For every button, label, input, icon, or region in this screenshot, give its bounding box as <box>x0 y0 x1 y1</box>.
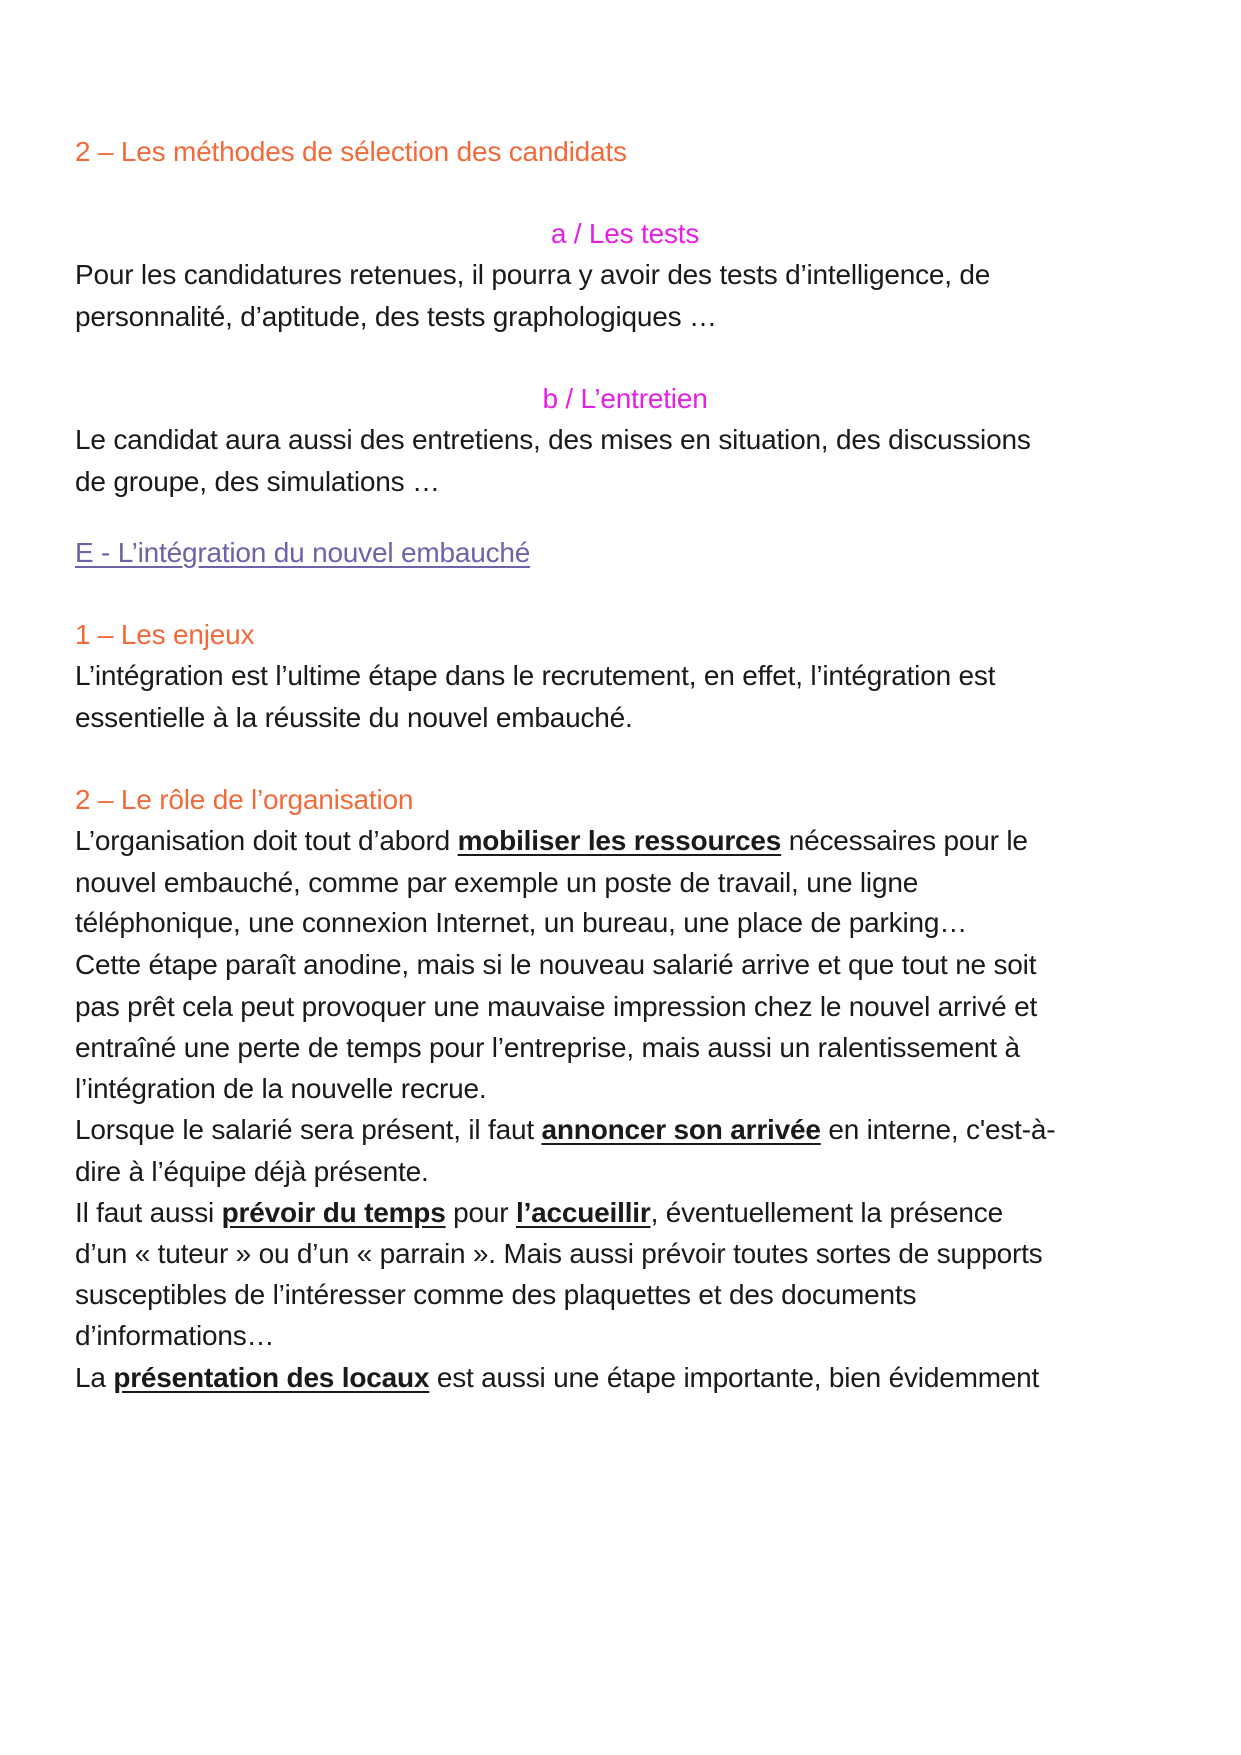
paragraph-line: d’informations… <box>75 1320 275 1351</box>
keyword-mobiliser-ressources: mobiliser les ressources <box>457 825 782 856</box>
subheading-entretien: b / L’entretien <box>542 383 708 414</box>
paragraph-line: entraîné une perte de temps pour l’entreprise, mais aussi un ralentissement à <box>75 1032 1020 1063</box>
paragraph-line: dire à l’équipe déjà présente. <box>75 1156 429 1187</box>
paragraph-line: Pour les candidatures retenues, il pourra y avoir des tests d’intelligence, de <box>75 259 991 290</box>
paragraph-line: personnalité, d’aptitude, des tests graphologiques … <box>75 301 717 332</box>
paragraph-line <box>75 1361 1039 1395</box>
text-run: est aussi une étape importante, bien évidemment <box>429 1362 1040 1393</box>
paragraph-line: téléphonique, une connexion Internet, un bureau, une place de parking… <box>75 907 968 938</box>
paragraph-line <box>75 1113 1055 1147</box>
text-run: Lorsque le salarié sera présent, il faut <box>75 1114 542 1145</box>
text-run: La <box>75 1362 114 1393</box>
text-run: Il faut aussi <box>75 1197 222 1228</box>
paragraph-line: L’intégration est l’ultime étape dans le recrutement, en effet, l’intégration est <box>75 660 996 691</box>
paragraph-line <box>75 1196 1003 1230</box>
paragraph-line: Le candidat aura aussi des entretiens, des mises en situation, des discussions <box>75 424 1031 455</box>
keyword-accueillir: l’accueillir <box>515 1197 651 1228</box>
paragraph-line <box>75 824 1028 858</box>
paragraph-line: d’un « tuteur » ou d’un « parrain ». Mais aussi prévoir toutes sortes de supports <box>75 1238 1043 1269</box>
keyword-presentation-locaux: présentation des locaux <box>113 1362 430 1393</box>
paragraph-line: pas prêt cela peut provoquer une mauvaise impression chez le nouvel arrivé et <box>75 991 1038 1022</box>
text-run: en interne, c'est-à- <box>820 1114 1056 1145</box>
paragraph-line: susceptibles de l’intéresser comme des plaquettes et des documents <box>75 1279 917 1310</box>
paragraph-line: l’intégration de la nouvelle recrue. <box>75 1073 487 1104</box>
text-run: L’organisation doit tout d’abord <box>75 825 458 856</box>
keyword-annoncer-arrivee: annoncer son arrivée <box>541 1114 821 1145</box>
paragraph-line: nouvel embauché, comme par exemple un poste de travail, une ligne <box>75 867 919 898</box>
paragraph-line: Cette étape paraît anodine, mais si le nouveau salarié arrive et que tout ne soit <box>75 949 1037 980</box>
keyword-prevoir-temps: prévoir du temps <box>221 1197 446 1228</box>
heading-enjeux: 1 – Les enjeux <box>75 619 255 650</box>
paragraph-line: de groupe, des simulations … <box>75 466 440 497</box>
heading-role-organisation: 2 – Le rôle de l’organisation <box>75 784 414 815</box>
text-run: , éventuellement la présence <box>650 1197 1003 1228</box>
text-run: pour <box>445 1197 516 1228</box>
text-run: nécessaires pour le <box>781 825 1028 856</box>
subheading-tests: a / Les tests <box>550 218 700 249</box>
heading-selection-methods: 2 – Les méthodes de sélection des candidats <box>75 136 627 167</box>
section-heading-integration: E - L’intégration du nouvel embauché <box>75 537 531 568</box>
paragraph-line: essentielle à la réussite du nouvel embauché. <box>75 702 633 733</box>
